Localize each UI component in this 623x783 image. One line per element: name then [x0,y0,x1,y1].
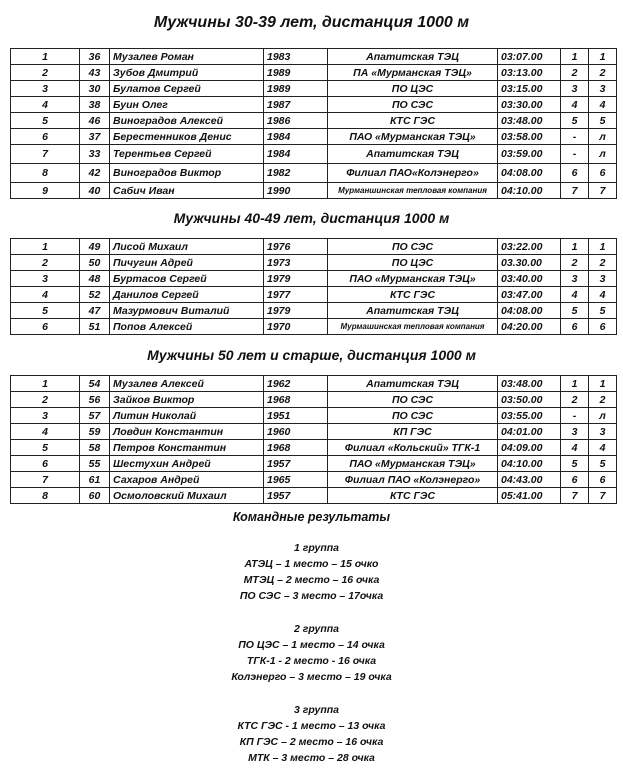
finish-time: 03:55.00 [498,408,561,424]
place: 5 [561,113,589,129]
athlete-name: Пичугин Адрей [110,255,264,271]
table-row [11,164,617,183]
finish-time: 03:13.00 [498,65,561,81]
place: 3 [561,81,589,97]
finish-time: 03:58.00 [498,129,561,145]
table-row [11,239,617,255]
row-number: 2 [11,65,80,81]
athlete-name: Зайков Виктор [110,392,264,408]
bib-number: 54 [80,376,110,392]
place: 7 [561,183,589,199]
points: 5 [589,303,617,319]
team-group-title: 2 группа [293,623,339,635]
points: 1 [589,376,617,392]
place: 1 [561,49,589,65]
place: 5 [561,456,589,472]
row-number: 6 [11,129,80,145]
finish-time: 03:15.00 [498,81,561,97]
table-row [11,408,617,424]
team-group-title: 1 группа [293,542,339,554]
points: 7 [589,488,617,504]
birth-year: 1989 [264,65,328,81]
club-name: Апатитская ТЭЦ [328,145,498,164]
club-name: КТС ГЭС [328,113,498,129]
finish-time: 04:09.00 [498,440,561,456]
athlete-name: Терентьев Сергей [110,145,264,164]
table-row [11,303,617,319]
finish-time: 05:41.00 [498,488,561,504]
table-row [11,440,617,456]
athlete-name: Виноградов Виктор [110,164,264,183]
row-number: 7 [11,145,80,164]
club-name: ПАО «Мурманская ТЭЦ» [328,456,498,472]
bib-number: 47 [80,303,110,319]
points: 1 [589,49,617,65]
bib-number: 46 [80,113,110,129]
finish-time: 03:59.00 [498,145,561,164]
bib-number: 59 [80,424,110,440]
athlete-name: Данилов Сергей [110,287,264,303]
points: л [589,129,617,145]
athlete-name: Сахаров Андрей [110,472,264,488]
bib-number: 55 [80,456,110,472]
results-table-30-39 [10,48,617,199]
finish-time: 03:30.00 [498,97,561,113]
points: л [589,408,617,424]
row-number: 2 [11,392,80,408]
section-title-50-plus: Мужчины 50 лет и старше, дистанция 1000 м [147,347,476,363]
birth-year: 1960 [264,424,328,440]
points: 4 [589,287,617,303]
birth-year: 1979 [264,303,328,319]
finish-time: 04:08.00 [498,303,561,319]
bib-number: 33 [80,145,110,164]
team-result-line: КТС ГЭС - 1 место – 13 очка [237,720,386,732]
points: 3 [589,81,617,97]
finish-time: 03.30.00 [498,255,561,271]
bib-number: 43 [80,65,110,81]
team-results [0,540,623,783]
athlete-name: Лисой Михаил [110,239,264,255]
finish-time: 03:47.00 [498,287,561,303]
athlete-name: Булатов Сергей [110,81,264,97]
finish-time: 04:10.00 [498,183,561,199]
bib-number: 58 [80,440,110,456]
club-name: Апатитская ТЭЦ [328,303,498,319]
row-number: 9 [11,183,80,199]
row-number: 4 [11,287,80,303]
club-name: КТС ГЭС [328,287,498,303]
place: 5 [561,303,589,319]
birth-year: 1986 [264,113,328,129]
club-name: ПА «Мурманская ТЭЦ» [328,65,498,81]
row-number: 7 [11,472,80,488]
birth-year: 1968 [264,392,328,408]
table-row [11,287,617,303]
team-group-title: 3 группа [293,704,339,716]
table-row [11,392,617,408]
row-number: 6 [11,319,80,335]
athlete-name: Музалев Алексей [110,376,264,392]
row-number: 5 [11,113,80,129]
athlete-name: Буртасов Сергей [110,271,264,287]
club-name: ПО СЭС [328,408,498,424]
bib-number: 50 [80,255,110,271]
table-row [11,319,617,335]
club-name: Мурманшинская тепловая компания [328,183,498,199]
table-row [11,145,617,164]
birth-year: 1990 [264,183,328,199]
athlete-name: Петров Константин [110,440,264,456]
points: 1 [589,239,617,255]
birth-year: 1965 [264,472,328,488]
row-number: 5 [11,303,80,319]
team-result-line: ПО ЦЭС – 1 место – 14 очка [238,639,385,651]
row-number: 1 [11,376,80,392]
row-number: 6 [11,456,80,472]
club-name: Апатитская ТЭЦ [328,376,498,392]
birth-year: 1983 [264,49,328,65]
bib-number: 37 [80,129,110,145]
team-result-line: МТК – 3 место – 28 очка [248,752,375,764]
place: - [561,408,589,424]
row-number: 4 [11,424,80,440]
row-number: 8 [11,488,80,504]
athlete-name: Буин Олег [110,97,264,113]
place: 2 [561,392,589,408]
table-row [11,97,617,113]
place: 1 [561,376,589,392]
team-result-line: ТГК-1 - 2 место - 16 очка [246,655,377,667]
team-group [0,702,623,766]
club-name: ПО ЦЭС [328,81,498,97]
birth-year: 1989 [264,81,328,97]
birth-year: 1957 [264,488,328,504]
row-number: 1 [11,49,80,65]
table-row [11,113,617,129]
finish-time: 03:22.00 [498,239,561,255]
row-number: 3 [11,81,80,97]
team-group [0,621,623,685]
athlete-name: Берестенников Денис [110,129,264,145]
points: 6 [589,319,617,335]
points: 5 [589,456,617,472]
place: 3 [561,424,589,440]
team-result-line: КП ГЭС – 2 место – 16 очка [239,736,384,748]
place: 4 [561,287,589,303]
row-number: 4 [11,97,80,113]
team-results-title: Командные результаты [232,510,391,524]
birth-year: 1962 [264,376,328,392]
points: 2 [589,65,617,81]
place: 1 [561,239,589,255]
points: 3 [589,424,617,440]
athlete-name: Ловдин Константин [110,424,264,440]
bib-number: 60 [80,488,110,504]
finish-time: 04:08.00 [498,164,561,183]
athlete-name: Музалев Роман [110,49,264,65]
birth-year: 1976 [264,239,328,255]
birth-year: 1987 [264,97,328,113]
club-name: ПО СЭС [328,392,498,408]
table-row [11,49,617,65]
place: 6 [561,472,589,488]
place: 4 [561,440,589,456]
team-result-line: Колэнерго – 3 место – 19 очка [231,671,392,683]
points: 6 [589,164,617,183]
club-name: КТС ГЭС [328,488,498,504]
bib-number: 51 [80,319,110,335]
bib-number: 42 [80,164,110,183]
athlete-name: Виноградов Алексей [110,113,264,129]
athlete-name: Литин Николай [110,408,264,424]
team-result-line: АТЭЦ – 1 место – 15 очко [244,558,379,570]
finish-time: 04:20.00 [498,319,561,335]
athlete-name: Шестухин Андрей [110,456,264,472]
birth-year: 1968 [264,440,328,456]
table-row [11,65,617,81]
athlete-name: Сабич Иван [110,183,264,199]
bib-number: 61 [80,472,110,488]
bib-number: 48 [80,271,110,287]
finish-time: 04:10.00 [498,456,561,472]
bib-number: 36 [80,49,110,65]
bib-number: 38 [80,97,110,113]
points: 2 [589,392,617,408]
place: - [561,145,589,164]
row-number: 3 [11,271,80,287]
points: л [589,145,617,164]
bib-number: 40 [80,183,110,199]
bib-number: 30 [80,81,110,97]
place: - [561,129,589,145]
club-name: Филиал ПАО «Колэнерго» [328,472,498,488]
team-result-line: ПО СЭС – 3 место – 17очка [239,590,384,602]
place: 7 [561,488,589,504]
finish-time: 03:07.00 [498,49,561,65]
points: 3 [589,271,617,287]
club-name: ПО СЭС [328,97,498,113]
results-table-40-49 [10,238,617,335]
points: 5 [589,113,617,129]
points: 6 [589,472,617,488]
finish-time: 03:40.00 [498,271,561,287]
results-table-50-plus [10,375,617,504]
place: 2 [561,255,589,271]
team-result-line: МТЭЦ – 2 место – 16 очка [243,574,380,586]
bib-number: 56 [80,392,110,408]
place: 6 [561,164,589,183]
place: 2 [561,65,589,81]
finish-time: 03:48.00 [498,113,561,129]
birth-year: 1982 [264,164,328,183]
athlete-name: Зубов Дмитрий [110,65,264,81]
row-number: 8 [11,164,80,183]
bib-number: 49 [80,239,110,255]
club-name: ПАО «Мурманская ТЭЦ» [328,129,498,145]
finish-time: 03:48.00 [498,376,561,392]
finish-time: 04:01.00 [498,424,561,440]
birth-year: 1979 [264,271,328,287]
place: 6 [561,319,589,335]
finish-time: 03:50.00 [498,392,561,408]
birth-year: 1957 [264,456,328,472]
birth-year: 1970 [264,319,328,335]
table-row [11,376,617,392]
table-row [11,424,617,440]
club-name: КП ГЭС [328,424,498,440]
table-row [11,488,617,504]
club-name: Апатитская ТЭЦ [328,49,498,65]
row-number: 1 [11,239,80,255]
points: 4 [589,97,617,113]
table-row [11,271,617,287]
table-row [11,255,617,271]
bib-number: 57 [80,408,110,424]
birth-year: 1977 [264,287,328,303]
table-row [11,81,617,97]
athlete-name: Осмоловский Михаил [110,488,264,504]
birth-year: 1984 [264,129,328,145]
table-row [11,183,617,199]
club-name: Филиал ПАО«Колэнерго» [328,164,498,183]
table-row [11,456,617,472]
place: 3 [561,271,589,287]
club-name: ПО ЦЭС [328,255,498,271]
place: 4 [561,97,589,113]
club-name: Филиал «Кольский» ТГК-1 [328,440,498,456]
points: 4 [589,440,617,456]
athlete-name: Мазурмович Виталий [110,303,264,319]
club-name: Мурмашинская тепловая компания [328,319,498,335]
table-row [11,472,617,488]
finish-time: 04:43.00 [498,472,561,488]
section-title-40-49: Мужчины 40-49 лет, дистанция 1000 м [173,210,450,226]
row-number: 3 [11,408,80,424]
points: 7 [589,183,617,199]
row-number: 2 [11,255,80,271]
bib-number: 52 [80,287,110,303]
row-number: 5 [11,440,80,456]
points: 2 [589,255,617,271]
club-name: ПО СЭС [328,239,498,255]
club-name: ПАО «Мурманская ТЭЦ» [328,271,498,287]
table-row [11,129,617,145]
section-title-30-39: Мужчины 30-39 лет, дистанция 1000 м [153,14,470,31]
birth-year: 1951 [264,408,328,424]
athlete-name: Попов Алексей [110,319,264,335]
team-group [0,540,623,604]
birth-year: 1984 [264,145,328,164]
birth-year: 1973 [264,255,328,271]
